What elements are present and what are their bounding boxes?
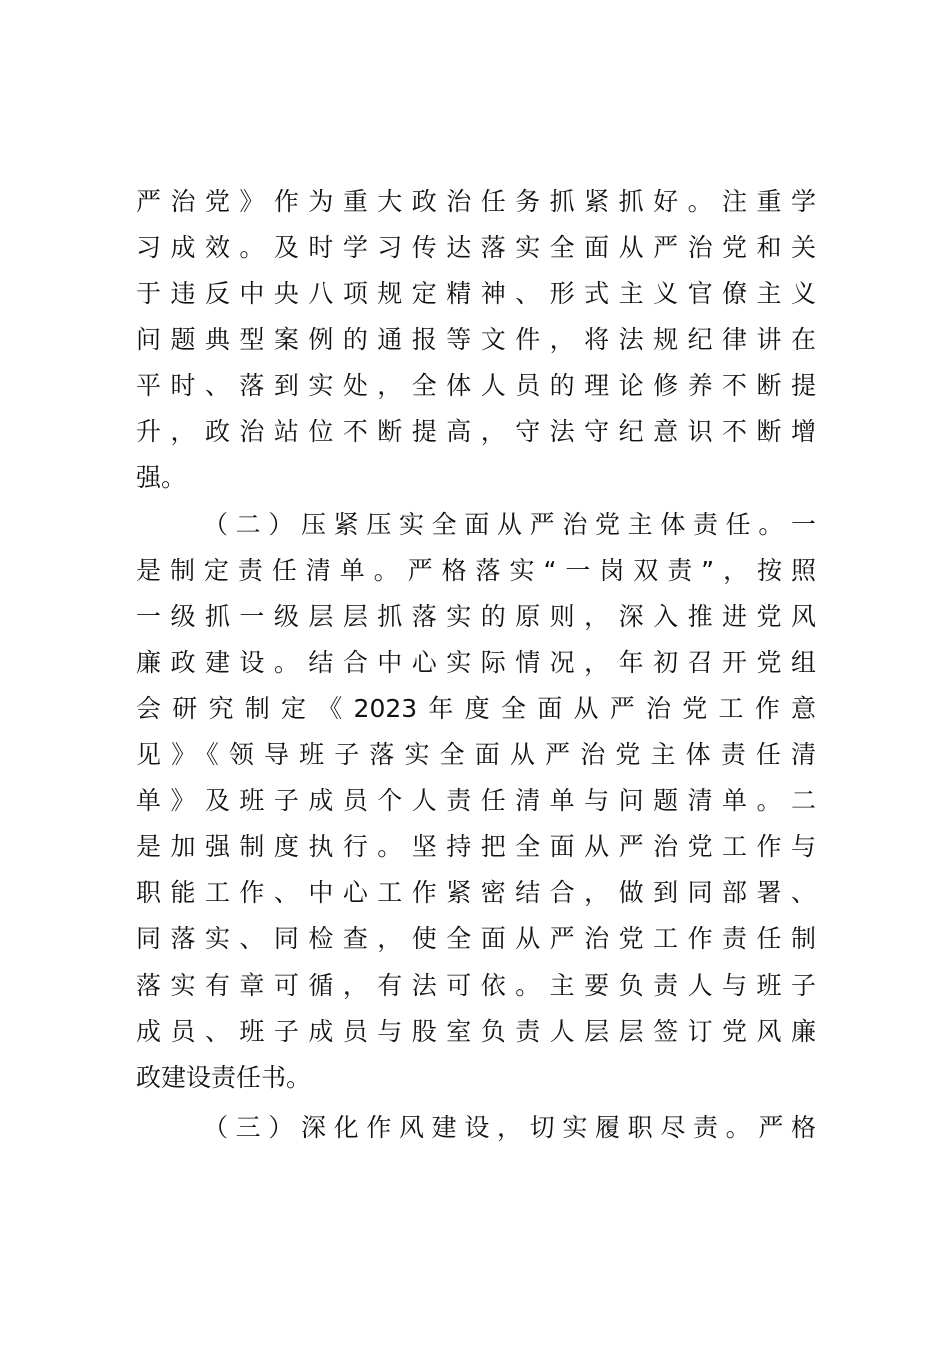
text-line: 一级抓一级层层抓落实的原则，深入推进党风	[136, 602, 816, 631]
text-line: 单》及班子成员个人责任清单与问题清单。二	[136, 786, 816, 815]
text-line: 升，政治站位不断提高，守法守纪意识不断增	[136, 417, 816, 446]
text-line: 问题典型案例的通报等文件，将法规纪律讲在	[136, 325, 816, 354]
text-line: 于违反中央八项规定精神、形式主义官僚主义	[136, 279, 816, 308]
text-line: 是加强制度执行。坚持把全面从严治党工作与	[136, 832, 816, 861]
text-line: 见》《领导班子落实全面从严治党主体责任清	[136, 740, 816, 769]
text-line: 政建设责任书。	[136, 1063, 312, 1092]
text-line: 廉政建设。结合中心实际情况，年初召开党组	[136, 648, 816, 677]
text-line: 会研究制定《2023年度全面从严治党工作意	[136, 694, 816, 723]
section-heading-3: （三）深化作风建设，切实履职尽责。严格	[203, 1113, 816, 1142]
text-line: 习成效。及时学习传达落实全面从严治党和关	[136, 233, 816, 262]
text-line: 严治党》作为重大政治任务抓紧抓好。注重学	[136, 187, 816, 216]
text-line: 平时、落到实处，全体人员的理论修养不断提	[136, 371, 816, 400]
text-line: 是制定责任清单。严格落实“一岗双责”，按照	[136, 556, 816, 585]
text-line: 强。	[136, 463, 187, 492]
text-line: 成员、班子成员与股室负责人层层签订党风廉	[136, 1017, 816, 1046]
text-line: 职能工作、中心工作紧密结合，做到同部署、	[136, 878, 816, 907]
text-line: 同落实、同检查，使全面从严治党工作责任制	[136, 924, 816, 953]
section-heading-2: （二）压紧压实全面从严治党主体责任。一	[203, 510, 816, 539]
text-line: 落实有章可循，有法可依。主要负责人与班子	[136, 971, 816, 1000]
